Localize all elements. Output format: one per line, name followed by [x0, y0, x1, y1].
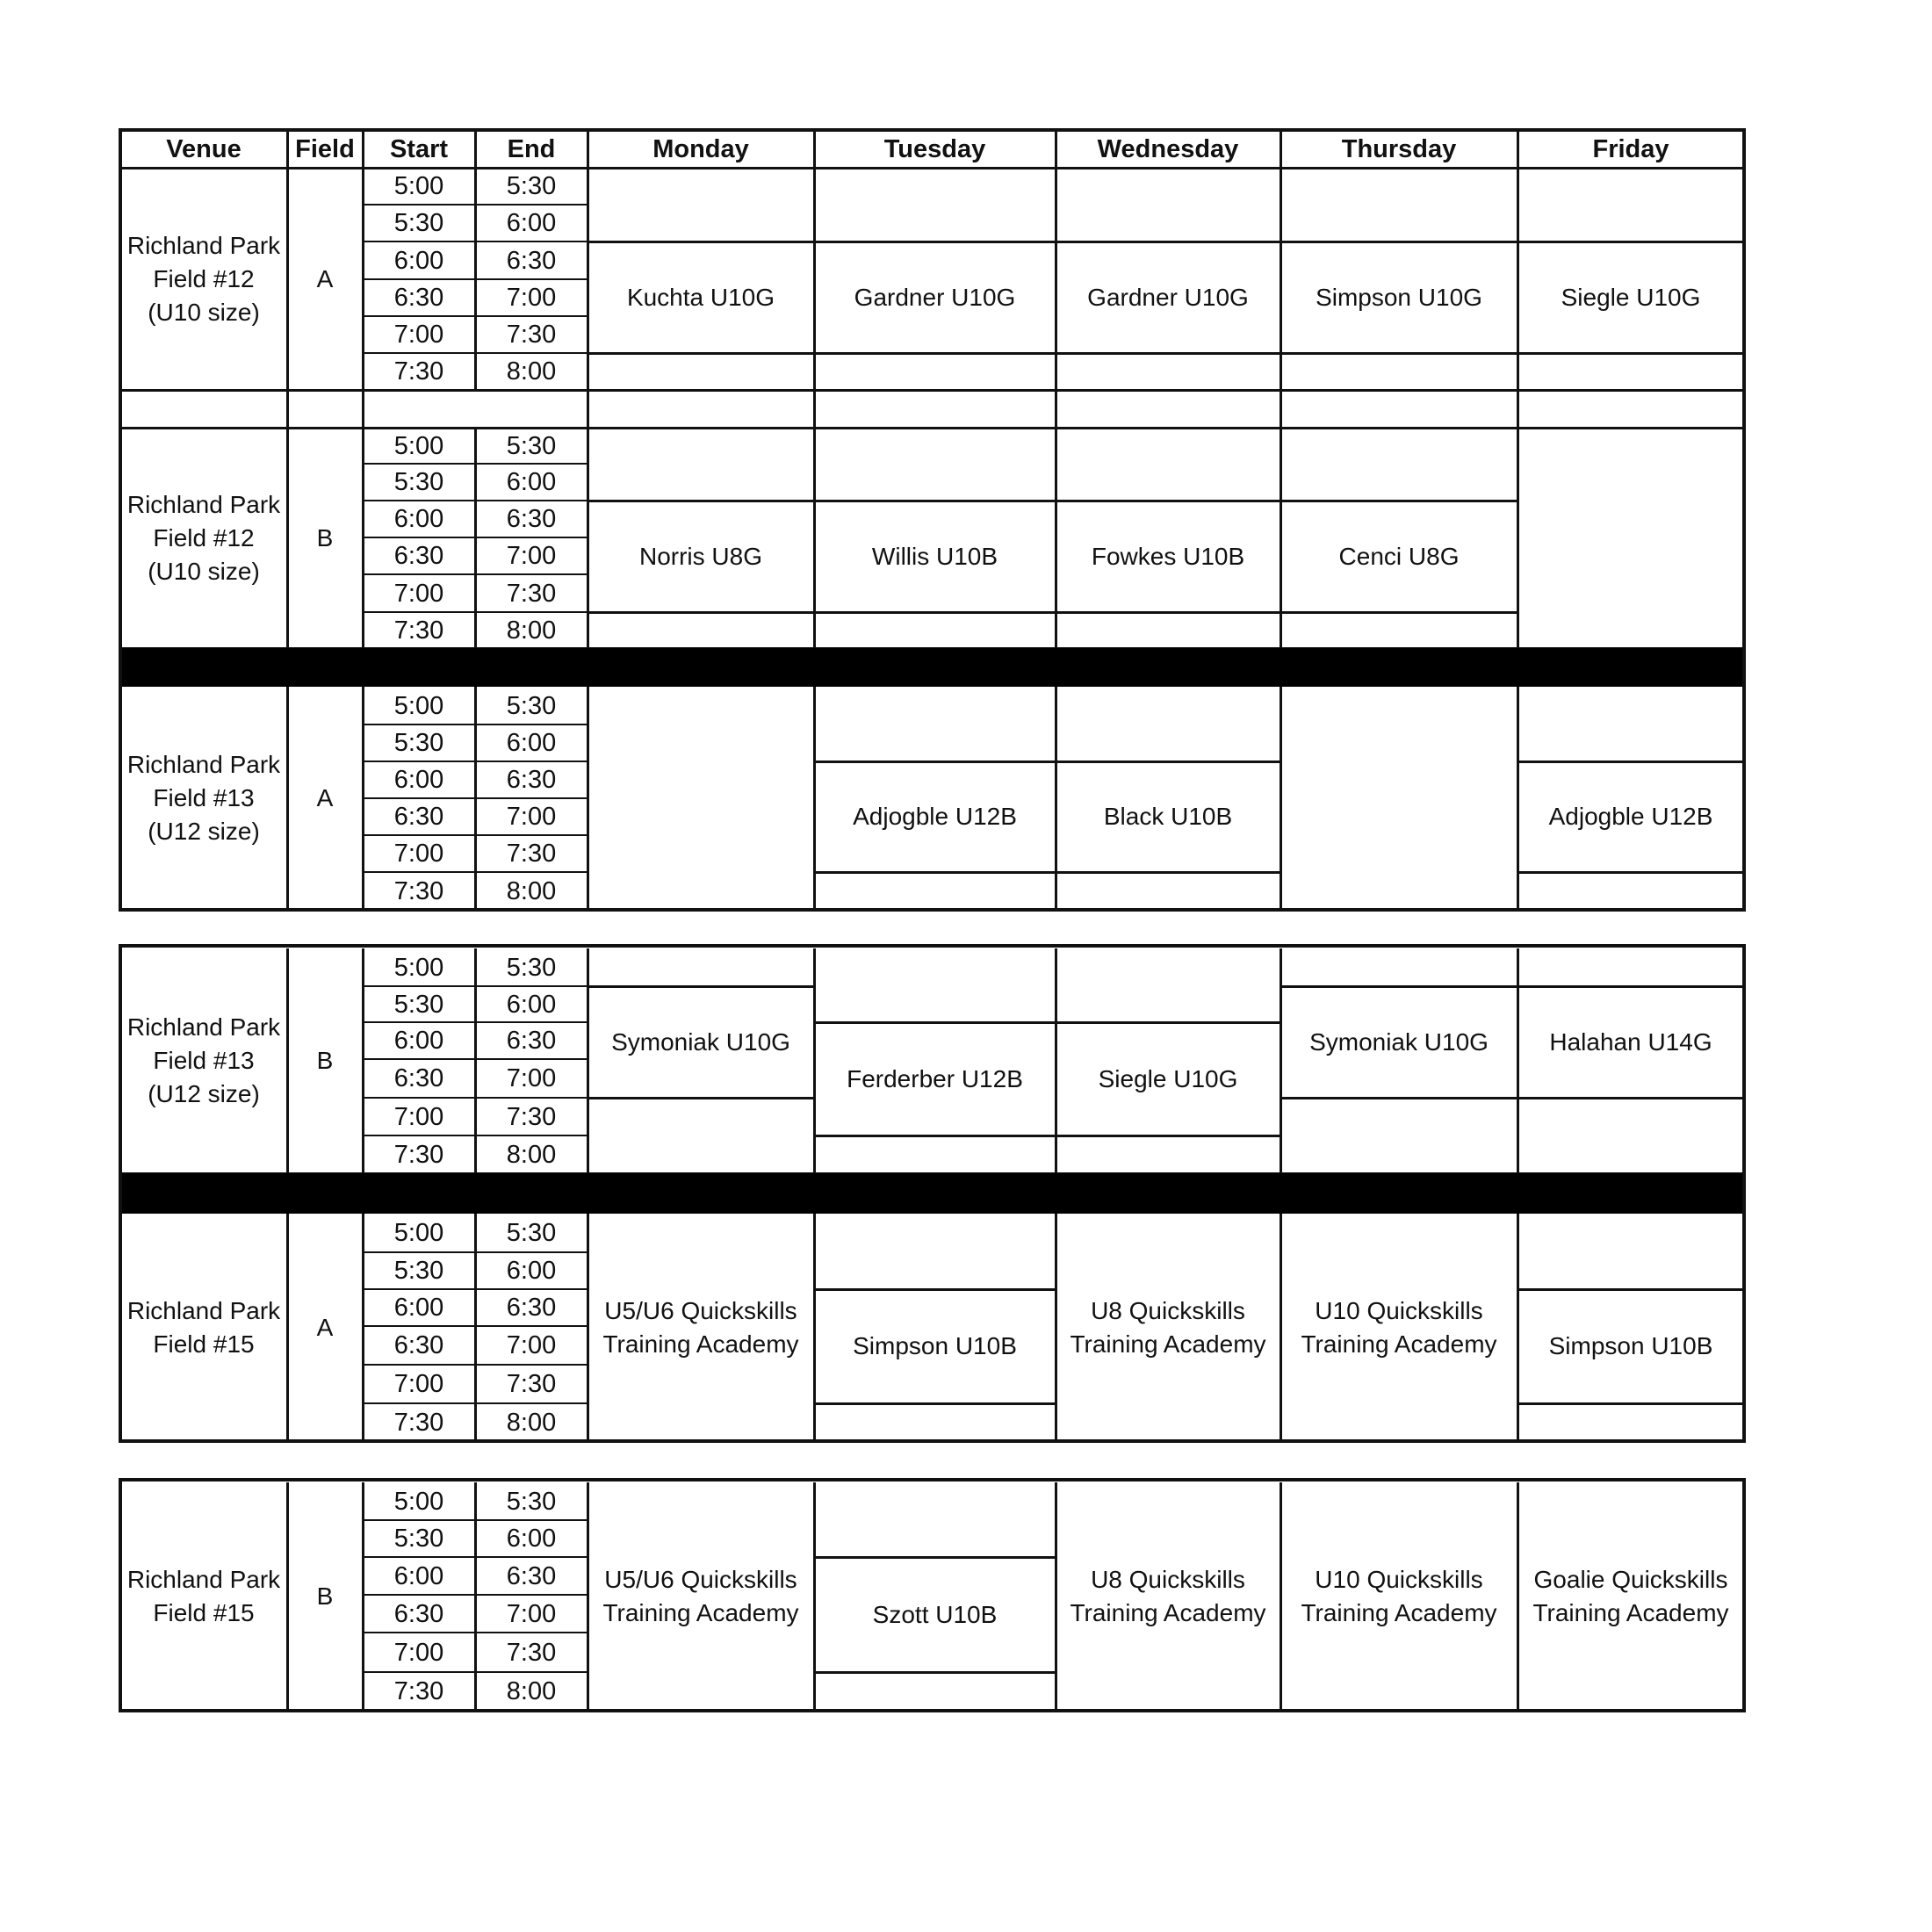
start-time: 7:00 [393, 1638, 444, 1667]
grid-line [362, 948, 364, 1173]
column-header-thursday: Thursday [1341, 134, 1457, 163]
empty-slot [588, 168, 814, 242]
end-time: 5:30 [506, 431, 557, 460]
end-time: 5:30 [506, 953, 557, 982]
empty-slot [1517, 1403, 1744, 1441]
end-time: 8:00 [506, 876, 557, 905]
end-time: 6:30 [506, 766, 557, 794]
grid-line [587, 390, 589, 428]
grid-line [1056, 1021, 1280, 1024]
column-header-end: End [507, 134, 556, 163]
grid-line [1517, 985, 1744, 988]
grid-line [119, 944, 1746, 948]
empty-slot [1517, 948, 1744, 986]
grid-line [1056, 1135, 1280, 1137]
column-header-start: Start [389, 134, 449, 163]
start-time: 6:30 [393, 803, 444, 831]
session-label: Simpson U10B [853, 1332, 1017, 1359]
grid-line [814, 1556, 1056, 1559]
session-label: Halahan U14G [1549, 1027, 1712, 1056]
separator-bar [119, 648, 1746, 687]
start-time: 5:30 [393, 1525, 444, 1553]
empty-slot [588, 687, 814, 910]
empty-slot [1056, 1135, 1280, 1173]
field-label: B [316, 1047, 334, 1074]
grid-line [1055, 1482, 1057, 1711]
empty-slot [814, 872, 1056, 910]
start-time: 5:30 [393, 729, 444, 757]
grid-line [286, 428, 289, 648]
grid-line [1280, 985, 1517, 988]
end-time: 6:30 [506, 505, 557, 533]
empty-slot [1517, 1098, 1744, 1173]
end-time: 6:00 [506, 209, 557, 237]
empty-slot [1056, 612, 1280, 648]
session-label: U8 Quickskills Training Academy [1070, 1296, 1266, 1358]
grid-line [1517, 1482, 1519, 1711]
start-time: 6:00 [393, 1294, 444, 1322]
grid-line [1517, 428, 1519, 648]
grid-line [1280, 1482, 1282, 1711]
end-time: 6:30 [506, 1561, 557, 1590]
grid-line [588, 241, 814, 243]
empty-slot [588, 428, 814, 501]
grid-line [1280, 500, 1517, 502]
column-header-wednesday: Wednesday [1097, 134, 1239, 163]
empty-slot [1517, 428, 1744, 648]
start-time: 5:30 [393, 1257, 444, 1285]
venue-label: Richland Park Field #12 (U10 size) [126, 490, 281, 585]
grid-line [814, 1402, 1056, 1405]
start-time: 7:00 [393, 1102, 444, 1131]
end-time: 6:00 [506, 1525, 557, 1553]
session-label: Symoniak U10G [1309, 1027, 1489, 1056]
grid-line [474, 1214, 477, 1441]
grid-line [587, 948, 589, 1173]
empty-slot [814, 1672, 1056, 1711]
start-time: 6:00 [393, 246, 444, 275]
grid-line [814, 500, 1056, 502]
start-time: 6:30 [393, 542, 444, 570]
empty-slot [1517, 687, 1744, 761]
session-label: Goalie Quickskills Training Academy [1532, 1566, 1729, 1626]
grid-line [587, 168, 589, 390]
session-label: Adjogble U12B [1548, 803, 1713, 830]
grid-line [474, 168, 477, 390]
start-time: 5:00 [393, 172, 444, 200]
grid-line [1280, 168, 1282, 390]
grid-line [1280, 1097, 1517, 1099]
grid-line [1056, 241, 1280, 243]
session-label: Szott U10B [872, 1600, 998, 1628]
grid-line [1742, 1480, 1746, 1711]
grid-line [1056, 352, 1280, 355]
start-time: 6:00 [393, 766, 444, 794]
grid-line [474, 428, 477, 648]
empty-slot [1056, 168, 1280, 242]
grid-line [1517, 130, 1519, 168]
grid-line [587, 1482, 589, 1711]
empty-slot [814, 1482, 1056, 1557]
start-time: 7:30 [393, 1408, 444, 1437]
grid-line [1280, 130, 1282, 168]
start-time: 6:30 [393, 284, 444, 312]
end-time: 5:30 [506, 1487, 557, 1516]
grid-line [1517, 761, 1744, 763]
grid-line [813, 1482, 816, 1711]
grid-line [286, 168, 289, 390]
grid-line [587, 428, 589, 648]
grid-line [1280, 948, 1282, 1173]
end-time: 7:00 [506, 1064, 557, 1092]
start-time: 5:30 [393, 990, 444, 1019]
end-time: 5:30 [506, 1219, 557, 1247]
grid-line [1055, 168, 1057, 390]
grid-line [813, 390, 816, 428]
end-time: 7:00 [506, 1331, 557, 1359]
empty-slot [1056, 687, 1280, 761]
grid-line [286, 390, 289, 428]
empty-slot [1280, 612, 1517, 648]
grid-line [119, 908, 1746, 912]
empty-slot [1517, 872, 1744, 910]
empty-slot [1056, 948, 1280, 1022]
empty-slot [1517, 168, 1744, 242]
empty-slot [814, 1403, 1056, 1441]
grid-line [814, 241, 1056, 243]
session-label: U5/U6 Quickskills Training Academy [602, 1566, 799, 1626]
grid-line [588, 500, 814, 502]
grid-line [286, 687, 289, 910]
end-time: 8:00 [506, 1408, 557, 1437]
empty-slot [814, 168, 1056, 242]
grid-line [814, 352, 1056, 355]
grid-line [1517, 1214, 1519, 1441]
grid-line [119, 1439, 1746, 1443]
column-header-tuesday: Tuesday [883, 134, 986, 163]
grid-line [814, 1135, 1056, 1137]
field-label: A [316, 784, 334, 811]
empty-slot [814, 1135, 1056, 1173]
start-time: 7:00 [393, 840, 444, 868]
grid-line [1280, 352, 1517, 355]
end-time: 6:00 [506, 468, 557, 496]
session-label: Gardner U10G [1087, 283, 1249, 311]
grid-line [362, 428, 364, 648]
grid-line [588, 611, 814, 614]
grid-line [1517, 948, 1519, 1173]
empty-slot [588, 612, 814, 648]
column-header-field: Field [295, 134, 355, 163]
grid-line [814, 1021, 1056, 1024]
start-time: 6:30 [393, 1599, 444, 1628]
start-time: 6:00 [393, 505, 444, 533]
session-label: Kuchta U10G [626, 283, 775, 311]
grid-line [286, 948, 289, 1173]
empty-slot [588, 353, 814, 390]
empty-slot [814, 687, 1056, 761]
grid-line [474, 687, 477, 910]
session-label: U10 Quickskills Training Academy [1301, 1296, 1497, 1358]
session-label: Siegle U10G [1098, 1064, 1238, 1092]
session-label: Symoniak U10G [611, 1027, 790, 1056]
grid-line [588, 1097, 814, 1099]
grid-line [286, 1482, 289, 1711]
column-header-venue: Venue [166, 134, 242, 163]
grid-line [474, 948, 477, 1173]
grid-line [119, 130, 122, 910]
grid-line [1517, 168, 1519, 390]
end-time: 7:00 [506, 803, 557, 831]
empty-slot [1280, 948, 1517, 986]
end-time: 7:30 [506, 1370, 557, 1398]
grid-line [474, 130, 477, 168]
end-time: 6:30 [506, 1027, 557, 1055]
grid-line [362, 1482, 364, 1711]
grid-line [119, 946, 122, 1441]
end-time: 7:30 [506, 579, 557, 608]
empty-slot [1280, 687, 1517, 910]
empty-slot [814, 612, 1056, 648]
grid-line [813, 1214, 816, 1441]
grid-line [814, 1671, 1056, 1674]
grid-line [286, 130, 289, 168]
start-time: 7:00 [393, 321, 444, 349]
end-time: 7:30 [506, 321, 557, 349]
grid-line [814, 611, 1056, 614]
start-time: 5:30 [393, 209, 444, 237]
grid-line [1280, 611, 1517, 614]
end-time: 8:00 [506, 616, 557, 645]
grid-line [1055, 687, 1057, 910]
session-label: Willis U10B [871, 542, 998, 570]
grid-line [1280, 1214, 1282, 1441]
empty-slot [1056, 872, 1280, 910]
session-label: Gardner U10G [854, 283, 1016, 311]
start-time: 7:30 [393, 1140, 444, 1169]
grid-line [1280, 390, 1282, 428]
start-time: 7:30 [393, 1677, 444, 1705]
start-time: 7:00 [393, 1370, 444, 1398]
session-label: Simpson U10G [1316, 283, 1482, 311]
end-time: 7:30 [506, 840, 557, 868]
grid-line [1055, 948, 1057, 1173]
field-label: A [316, 1313, 334, 1341]
end-time: 8:00 [506, 357, 557, 386]
grid-line [1517, 390, 1519, 428]
grid-line [119, 128, 1746, 132]
grid-line [814, 871, 1056, 874]
grid-line [1055, 130, 1057, 168]
session-label: Norris U8G [638, 542, 762, 570]
grid-line [119, 1478, 1746, 1481]
start-time: 6:30 [393, 1331, 444, 1359]
grid-line [1056, 611, 1280, 614]
venue-label: Richland Park Field #15 [126, 1296, 281, 1358]
empty-slot [814, 428, 1056, 501]
end-time: 7:30 [506, 1638, 557, 1667]
session-label: Siegle U10G [1561, 283, 1701, 311]
empty-slot [1517, 1214, 1744, 1289]
grid-line [1742, 946, 1746, 1441]
grid-line [1280, 687, 1282, 910]
start-time: 7:30 [393, 357, 444, 386]
session-label: Cenci U8G [1338, 542, 1460, 570]
empty-slot [814, 948, 1056, 1022]
empty-slot [1056, 428, 1280, 501]
venue-label: Richland Park Field #12 (U10 size) [126, 231, 281, 326]
grid-line [1517, 1402, 1744, 1405]
start-time: 7:00 [393, 579, 444, 608]
empty-slot [1280, 353, 1517, 390]
end-time: 6:30 [506, 1294, 557, 1322]
end-time: 7:00 [506, 1599, 557, 1628]
grid-line [1517, 241, 1744, 243]
venue-label: Richland Park Field #15 [126, 1566, 281, 1626]
start-time: 5:00 [393, 1219, 444, 1247]
grid-line [1280, 428, 1282, 648]
field-label: A [316, 264, 334, 292]
session-label: U8 Quickskills Training Academy [1070, 1566, 1266, 1626]
start-time: 6:30 [393, 1064, 444, 1092]
grid-line [119, 1480, 122, 1711]
session-label: U5/U6 Quickskills Training Academy [602, 1296, 799, 1358]
venue-label: Richland Park Field #13 (U12 size) [126, 1013, 281, 1107]
grid-line [362, 130, 364, 168]
separator-bar [119, 1173, 1746, 1214]
start-time: 7:30 [393, 876, 444, 905]
end-time: 6:00 [506, 990, 557, 1019]
grid-line [813, 168, 816, 390]
empty-slot [1517, 353, 1744, 390]
session-label: Black U10B [1103, 803, 1233, 830]
grid-line [814, 1288, 1056, 1291]
empty-slot [814, 1214, 1056, 1289]
session-label: Adjogble U12B [853, 803, 1017, 830]
grid-line [813, 130, 816, 168]
empty-slot [588, 1098, 814, 1173]
column-header-monday: Monday [652, 134, 749, 163]
grid-line [1056, 871, 1280, 874]
grid-line [1517, 352, 1744, 355]
session-label: U10 Quickskills Training Academy [1301, 1566, 1497, 1626]
end-time: 7:00 [506, 284, 557, 312]
grid-line [1517, 871, 1744, 874]
grid-line [362, 687, 364, 910]
grid-line [587, 1214, 589, 1441]
empty-slot [1280, 168, 1517, 242]
grid-line [1056, 761, 1280, 763]
end-time: 5:30 [506, 172, 557, 200]
end-time: 8:00 [506, 1140, 557, 1169]
empty-slot [1280, 1098, 1517, 1173]
start-time: 5:00 [393, 691, 444, 720]
grid-line [587, 130, 589, 168]
grid-line [588, 352, 814, 355]
grid-line [1517, 687, 1519, 910]
start-time: 7:30 [393, 616, 444, 645]
start-time: 5:00 [393, 953, 444, 982]
start-time: 5:00 [393, 431, 444, 460]
session-label: Fowkes U10B [1091, 542, 1245, 570]
end-time: 6:00 [506, 729, 557, 757]
end-time: 7:30 [506, 1102, 557, 1131]
grid-line [1055, 1214, 1057, 1441]
grid-line [1517, 1288, 1744, 1291]
grid-line [1055, 428, 1057, 648]
grid-line [813, 687, 816, 910]
grid-line [1056, 500, 1280, 502]
start-time: 6:00 [393, 1561, 444, 1590]
grid-line [1055, 390, 1057, 428]
grid-line [813, 428, 816, 648]
column-header-friday: Friday [1592, 134, 1669, 163]
grid-line [814, 761, 1056, 763]
grid-line [1280, 241, 1517, 243]
grid-line [474, 1482, 477, 1711]
end-time: 6:00 [506, 1257, 557, 1285]
start-time: 6:00 [393, 1027, 444, 1055]
grid-line [1742, 130, 1746, 910]
grid-line [286, 1214, 289, 1441]
empty-slot [1056, 353, 1280, 390]
session-label: Simpson U10B [1548, 1332, 1713, 1359]
session-label: Ferderber U12B [847, 1064, 1023, 1092]
venue-label: Richland Park Field #13 (U12 size) [126, 751, 281, 845]
end-time: 8:00 [506, 1677, 557, 1705]
grid-line [362, 1214, 364, 1441]
end-time: 6:30 [506, 246, 557, 275]
empty-slot [1280, 428, 1517, 501]
field-label: B [316, 1582, 334, 1610]
grid-line [588, 985, 814, 988]
field-label: B [316, 523, 334, 551]
grid-line [119, 1709, 1746, 1712]
grid-line [362, 168, 364, 390]
end-time: 5:30 [506, 691, 557, 720]
grid-line [813, 948, 816, 1173]
grid-line [587, 687, 589, 910]
grid-line [1517, 1097, 1744, 1099]
grid-line [362, 390, 364, 428]
empty-slot [814, 353, 1056, 390]
start-time: 5:30 [393, 468, 444, 496]
empty-slot [588, 948, 814, 986]
end-time: 7:00 [506, 542, 557, 570]
start-time: 5:00 [393, 1487, 444, 1516]
